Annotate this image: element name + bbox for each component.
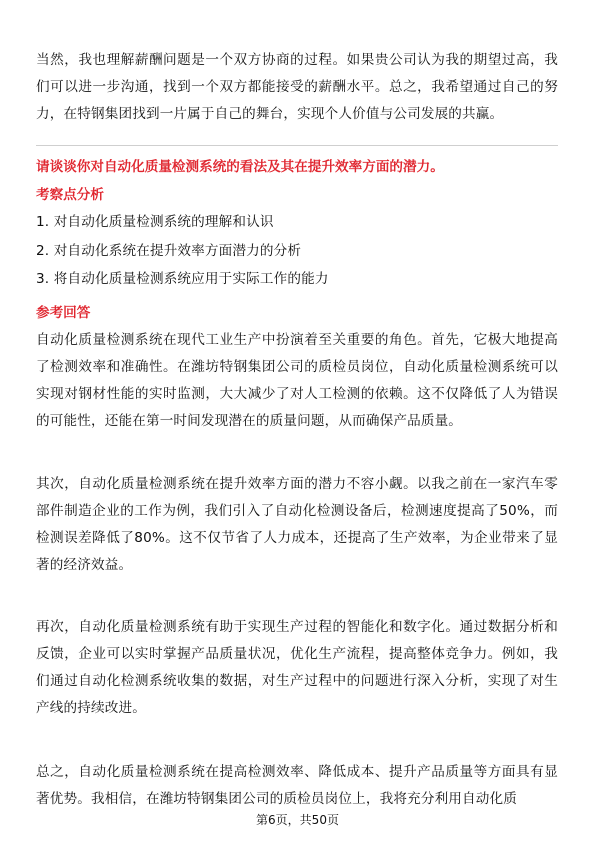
section-divider (36, 145, 558, 146)
analysis-item: 3. 将自动化质量检测系统应用于实际工作的能力 (36, 271, 329, 287)
analysis-item: 2. 对自动化系统在提升效率方面潜力的分析 (36, 243, 302, 259)
analysis-item: 1. 对自动化质量检测系统的理解和认识 (36, 214, 274, 230)
answer-paragraph: 自动化质量检测系统在现代工业生产中扮演着至关重要的角色。首先，它极大地提高了检测效率和准确性。在潍坊特钢集团公司的质检员岗位，自动化质量检测系统可以实现对钢材性能的实时监测，大大减少了对人工检测的依赖。这不仅降低了人为错误的可能性，还能在第一时间发现潜在的质量问题，从而确保产品质量。 (36, 332, 558, 429)
analysis-heading: 考察点分析 (36, 187, 104, 203)
page-number: 第6页，共50页 (256, 813, 339, 827)
intro-paragraph: 当然，我也理解薪酬问题是一个双方协商的过程。如果贵公司认为我的期望过高，我们可以进一步沟通，找到一个双方都能接受的薪酬水平。总之，我希望通过自己的努力，在特钢集团找到一片属于自己的舞台，实现个人价值与公司发展的共赢。 (36, 52, 558, 122)
answer-paragraph: 再次，自动化质量检测系统有助于实现生产过程的智能化和数字化。通过数据分析和反馈，企业可以实时掌握产品质量状况，优化生产流程，提高整体竞争力。例如，我们通过自动化检测系统收集的数据，对生产过程中的问题进行深入分析，实现了对生产线的持续改进。 (36, 619, 558, 716)
answer-heading: 参考回答 (36, 305, 91, 321)
answer-paragraph: 其次，自动化质量检测系统在提升效率方面的潜力不容小觑。以我之前在一家汽车零部件制造企业的工作为例，我们引入了自动化检测设备后，检测速度提高了50%，而检测误差降低了80%。这不仅节省了人力成本，还提高了生产效率，为企业带来了显著的经济效益。 (36, 476, 558, 573)
answer-paragraph: 总之，自动化质量检测系统在提高检测效率、降低成本、提升产品质量等方面具有显著优势。我相信，在潍坊特钢集团公司的质检员岗位上，我将充分利用自动化质 (36, 764, 558, 807)
question-heading: 请谈谈你对自动化质量检测系统的看法及其在提升效率方面的潜力。 (36, 159, 444, 175)
